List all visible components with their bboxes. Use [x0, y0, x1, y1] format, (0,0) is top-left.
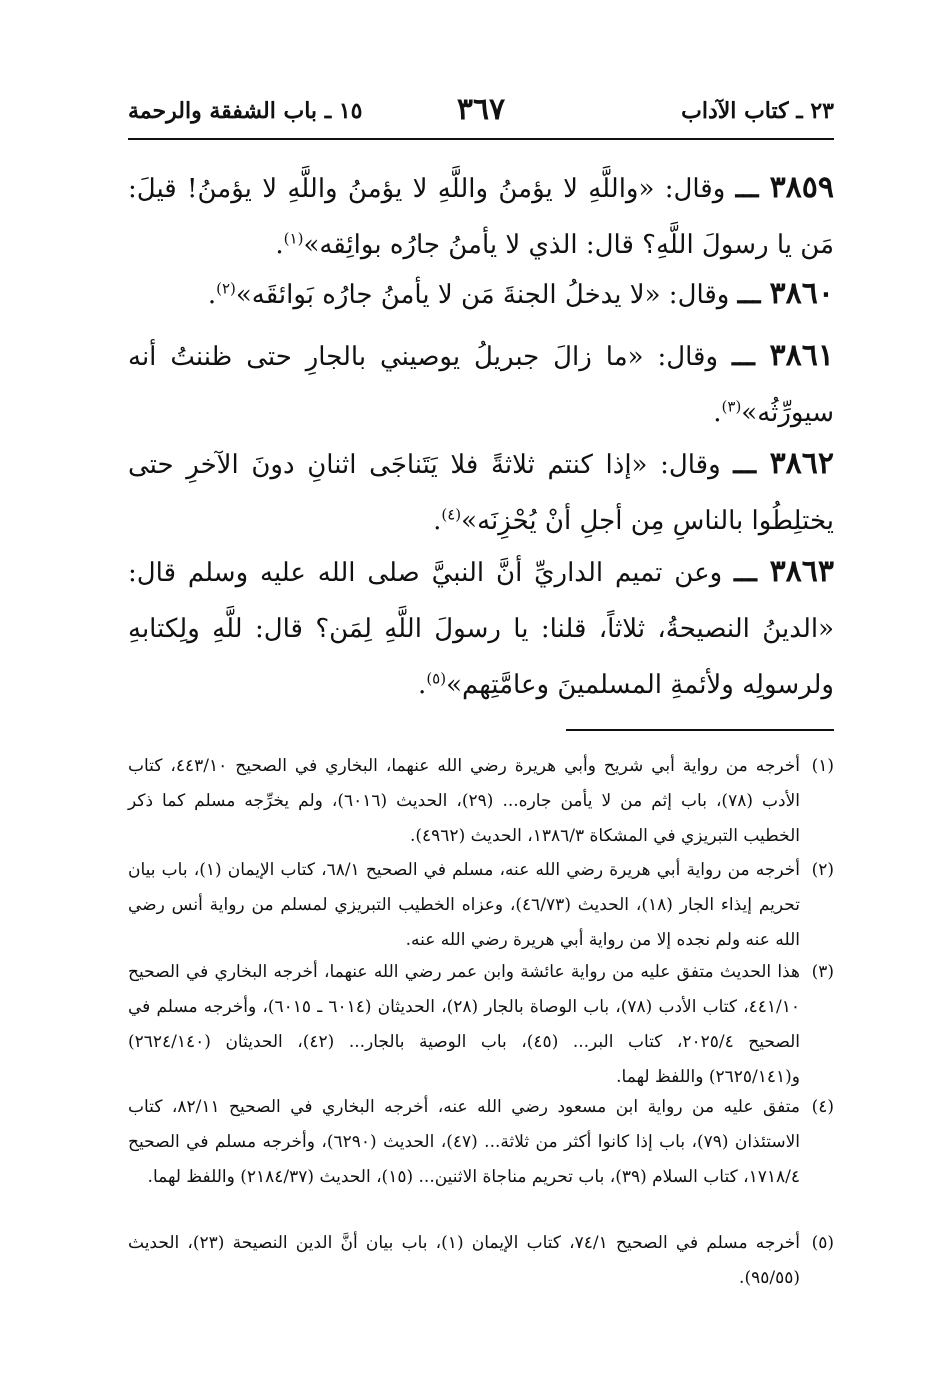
- hadith-text: وقال: «ما زالَ جبريلُ يوصيني بالجارِ حتى ظننتُ أنه سيورِّثُه»: [128, 342, 834, 428]
- footnote-2: [128, 853, 834, 958]
- hadith-number: ٣٨٥٩: [769, 170, 835, 205]
- footnote-number: (٤): [811, 1097, 834, 1117]
- footnote-ref[interactable]: (٢): [216, 279, 236, 298]
- footnote-1: [128, 749, 834, 854]
- chapter-title: ٢٣ ـ كتاب الآداب: [681, 98, 834, 124]
- footnote-ref[interactable]: (٣): [721, 397, 742, 416]
- hadith-text: وعن تميم الداريِّ أنَّ النبيَّ صلى الله عليه وسلم قال: «الدينُ النصيحةُ، ثلاثاً، قلنا: يا رسولَ اللَّهِ لِمَن؟ قال: للَّهِ ولِكتابهِ ولرسولِه ولأئمةِ المسلمينَ وعامَّتِهم»: [128, 558, 834, 700]
- footnote-ref[interactable]: (٥): [426, 669, 447, 688]
- footnote-3: [128, 955, 834, 1095]
- hadith-text: وقال: «إذا كنتم ثلاثةً فلا يَتَناجَى اثنانِ دونَ الآخرِ حتى يختلِطُوا بالناسِ مِن أجلِ أنْ يُحْزِنَه»: [128, 450, 834, 536]
- hadith-number: ٣٨٦٠: [769, 276, 834, 311]
- section-title: ١٥ ـ باب الشفقة والرحمة: [128, 98, 363, 124]
- footnote-ref[interactable]: (١): [283, 229, 304, 248]
- footnote-5: [128, 1226, 834, 1296]
- hadith-number: ٣٨٦٣: [769, 554, 835, 589]
- header-divider: [128, 138, 834, 140]
- footnote-ref[interactable]: (٤): [441, 505, 462, 524]
- hadith-number: ٣٨٦١: [769, 338, 834, 373]
- hadith-3860: ٣٨٦٠ ـــ وقال: «لا يدخلُ الجنةَ مَن لا يأمنُ جارُه بَوائقَه»$^{(٢)}$.: [207, 276, 834, 311]
- footnote-number: (١): [811, 756, 834, 776]
- page-number: ٣٦٧: [456, 92, 506, 127]
- footnote-number: (٢): [811, 860, 834, 880]
- footnote-divider: [566, 729, 834, 731]
- hadith-text: وقال: «واللَّهِ لا يؤمنُ واللَّهِ لا يؤمنُ واللَّهِ لا يؤمنُ! قيلَ: مَن يا رسولَ اللَّهِ؟ قال: الذي لا يأمنُ جارُه بوائِقه»: [128, 174, 834, 260]
- footnote-number: (٣): [811, 962, 834, 982]
- hadith-3861: ٣٨٦١ ـــ وقال: «ما زالَ جبريلُ يوصيني بالجارِ حتى ظننتُ أنه سيورِّثُه»$^{(٣)}$.: [128, 338, 834, 428]
- footnote-text: متفق عليه من رواية ابن مسعود رضي الله عنه، أخرجه البخاري في الصحيح ٨٢/١١، كتاب الاستئذان (٧٩)، باب إذا كانوا أكثر من ثلاثة... (٤٧)، الحديث (٦٢٩٠)، وأخرجه مسلم في الصحيح ١٧١٨/٤، كتاب السلام (٣٩)، باب تحريم مناجاة الاثنين... (١٥)، الحديث (٢١٨٤/٣٧) واللفظ لهما.: [128, 1097, 800, 1187]
- footnote-text: أخرجه من رواية أبي هريرة رضي الله عنه، مسلم في الصحيح ٦٨/١، كتاب الإيمان (١)، باب بيان تحريم إيذاء الجار (١٨)، الحديث (٤٦/٧٣)، وعزاه الخطيب التبريزي لمسلم من رواية أنس رضي الله عنه ولم نجده إلا من رواية أبي هريرة رضي الله عنه.: [128, 860, 800, 950]
- hadith-3859: ٣٨٥٩ ـــ وقال: «واللَّهِ لا يؤمنُ واللَّهِ لا يؤمنُ واللَّهِ لا يؤمنُ! قيلَ: مَن يا رسولَ اللَّهِ؟ قال: الذي لا يأمنُ جارُه بوائِقه»$^{(١)}$.: [128, 170, 835, 260]
- hadith-3863: ٣٨٦٣ ـــ وعن تميم الداريِّ أنَّ النبيَّ صلى الله عليه وسلم قال: «الدينُ النصيحةُ، ثلاثاً، قلنا: يا رسولَ اللَّهِ لِمَن؟ قال: للَّهِ ولِكتابهِ ولرسولِه ولأئمةِ المسلمينَ وعامَّتِهم»$^{(٥)}$.: [128, 554, 835, 700]
- hadith-number: ٣٨٦٢: [769, 446, 835, 481]
- footnote-text: أخرجه من رواية أبي شريح وأبي هريرة رضي الله عنهما، البخاري في الصحيح ٤٤٣/١٠، كتاب الأدب (٧٨)، باب إثم من لا يأمن جاره... (٢٩)، الحديث (٦٠١٦)، ولم يخرِّجه مسلم كما ذكر الخطيب التبريزي في المشكاة ١٣٨٦/٣، الحديث (٤٩٦٢).: [128, 756, 800, 846]
- footnote-number: (٥): [811, 1233, 834, 1253]
- running-header: [128, 92, 834, 134]
- hadith-text: وقال: «لا يدخلُ الجنةَ مَن لا يأمنُ جارُه بَوائقَه»: [235, 280, 738, 310]
- footnote-text: هذا الحديث متفق عليه من رواية عائشة وابن عمر رضي الله عنهما، أخرجه البخاري في الصحيح ٤٤١/١٠، كتاب الأدب (٧٨)، باب الوصاة بالجار (٢٨)، الحديثان (٦٠١٤ ـ ٦٠١٥)، وأخرجه مسلم في الصحيح ٢٠٢٥/٤، كتاب البر... (٤٥)، باب الوصية بالجار... (٤٢)، الحديثان (٢٦٢٤/١٤٠) و(٢٦٢٥/١٤١) واللفظ لهما.: [128, 962, 801, 1087]
- footnote-4: [128, 1090, 834, 1195]
- footnote-text: أخرجه مسلم في الصحيح ٧٤/١، كتاب الإيمان (١)، باب بيان أنَّ الدين النصيحة (٢٣)، الحديث (٩٥/٥٥).: [128, 1233, 800, 1288]
- hadith-3862: ٣٨٦٢ ـــ وقال: «إذا كنتم ثلاثةً فلا يَتَناجَى اثنانِ دونَ الآخرِ حتى يختلِطُوا بالناسِ مِن أجلِ أنْ يُحْزِنَه»$^{(٤)}$.: [128, 446, 835, 536]
